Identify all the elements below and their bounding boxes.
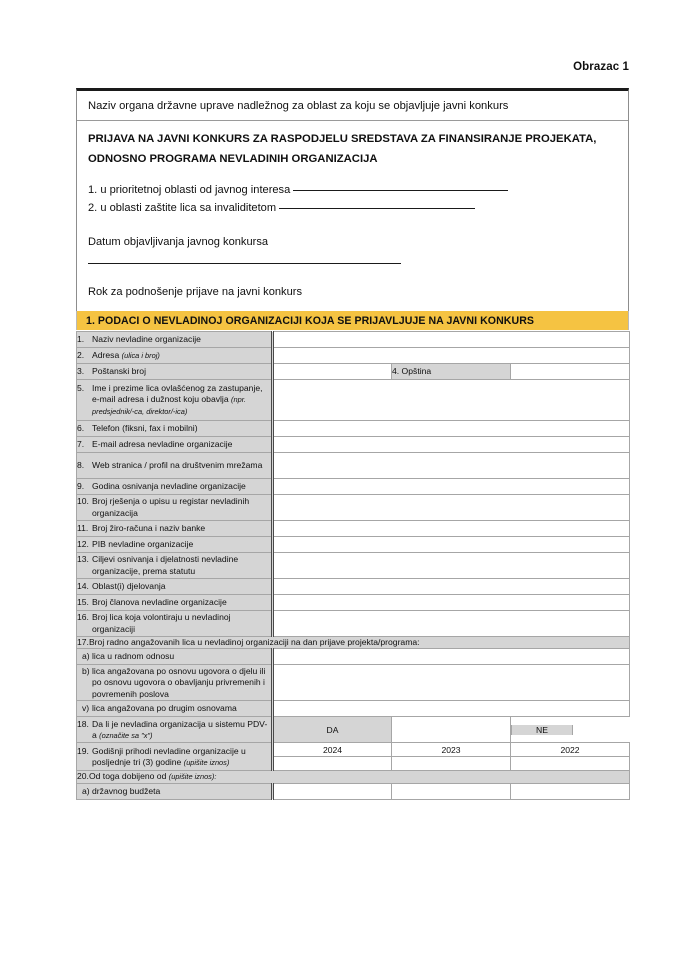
table-row [77,537,630,553]
row-5-label: 5. Ime i prezime lica ovlašćenog za zastupanje, e-mail adresa i dužnost koju obavlja (npr. predsjednik/-ca, direktor/-ica) [77,380,273,421]
row-2-label: 2. Adresa (ulica i broj) [77,348,273,364]
row-18-label: 18. Da li je nevladina organizacija u sistemu PDV-a (označite sa "x") [77,717,273,743]
row-13-input[interactable] [273,553,630,579]
row-10-label: 10. Broj rješenja o upisu u registar nevladinih organizacija [77,495,273,521]
row-7-label: 7. E-mail adresa nevladine organizacije [77,437,273,453]
form-number-label: Obrazac 1 [573,61,629,73]
vat-no-group [511,717,630,743]
row-2-input[interactable] [273,348,630,364]
row-3-input[interactable] [273,364,392,380]
row-20a-input-2023[interactable] [392,783,511,799]
row-5-input[interactable] [273,380,630,421]
income-2022-input[interactable] [511,757,630,771]
row-20a-input-2024[interactable] [273,783,392,799]
vat-yes-checkbox-cell[interactable] [392,717,511,743]
organization-data-table [76,331,630,800]
row-16-label: 16. Broj lica koja volontiraju u nevladinoj organizaciji [77,611,273,637]
row-11-label: 11. Broj žiro-računa i naziv banke [77,521,273,537]
priority-area-options [88,182,617,218]
row-17-section-label: 17.Broj radno angažovanih lica u nevladinoj organizaciji na dan prijave projekta/programa: [77,637,630,649]
row-20a-label: a) državnog budžeta [77,783,273,799]
vat-yes-label: DA [273,717,392,743]
table-row [77,579,630,595]
option-1-label: 1. u prioritetnoj oblasti od javnog interesa [88,183,291,196]
table-row [77,453,630,479]
income-2024-input[interactable] [273,757,392,771]
row-17b-input[interactable] [273,665,630,701]
header-box [76,88,629,330]
income-2023-input[interactable] [392,757,511,771]
table-row [77,717,630,743]
row-15-label: 15. Broj članova nevladine organizacije [77,595,273,611]
table-row [77,701,630,717]
publish-date-label: Datum objavljivanja javnog konkursa [88,236,269,249]
row-1-input[interactable] [273,332,630,348]
section-header-title: 1. PODACI O NEVLADINOJ ORGANIZACIJI KOJA SE PRIJAVLJUJE NA JAVNI KONKURS [86,314,535,327]
option-1-row [88,182,617,200]
table-row [77,665,630,701]
row-9-label: 9. Godina osnivanja nevladine organizacije [77,479,273,495]
table-row [77,771,630,783]
section-header-bar [76,311,629,330]
table-row [77,332,630,348]
row-6-input[interactable] [273,421,630,437]
table-row [77,595,630,611]
row-8-input[interactable] [273,453,630,479]
option-2-fill-line[interactable] [279,208,475,209]
row-15-input[interactable] [273,595,630,611]
option-1-fill-line[interactable] [293,190,508,191]
row-13-label: 13. Ciljevi osnivanja i djelatnosti nevladine organizacije, prema statutu [77,553,273,579]
row-20a-input-2022[interactable] [511,783,630,799]
table-row [77,553,630,579]
year-header-2022: 2022 [511,743,630,757]
vat-no-label: NE [512,725,573,735]
table-row [77,649,630,665]
form-title-line2: ODNOSNO PROGRAMA NEVLADINIH ORGANIZACIJA [88,153,378,166]
row-11-input[interactable] [273,521,630,537]
authority-name-label: Naziv organa državne uprave nadležnog za oblast za koju se objavljuje javni konkurs [77,91,628,121]
row-6-label: 6. Telefon (fiksni, fax i mobilni) [77,421,273,437]
year-header-2024: 2024 [273,743,392,757]
table-row [77,421,630,437]
row-3-label: 3. Poštanski broj [77,364,273,380]
table-row [77,783,630,799]
row-14-input[interactable] [273,579,630,595]
table-row [77,611,630,637]
row-12-label: 12. PIB nevladine organizacije [77,537,273,553]
table-row [77,743,630,757]
year-header-2023: 2023 [392,743,511,757]
row-16-input[interactable] [273,611,630,637]
table-row [77,437,630,453]
row-4-input[interactable] [511,364,630,380]
table-row [77,521,630,537]
table-row [77,380,630,421]
row-1-label: 1. Naziv nevladine organizacije [77,332,273,348]
row-17v-label: v) lica angažovana po drugim osnovama [77,701,273,717]
row-17v-input[interactable] [273,701,630,717]
row-17a-input[interactable] [273,649,630,665]
row-7-input[interactable] [273,437,630,453]
row-12-input[interactable] [273,537,630,553]
row-17b-label: b) lica angažovana po osnovu ugovora o djelu ili po osnovu ugovora o obavljanju privremenih i povremenih poslova [77,665,273,701]
option-2-row [88,200,617,218]
row-9-input[interactable] [273,479,630,495]
row-8-label: 8. Web stranica / profil na društvenim mrežama [77,453,273,479]
form-title-line1: PRIJAVA NA JAVNI KONKURS ZA RASPODJELU SREDSTAVA ZA FINANSIRANJE PROJEKATA, [88,133,597,145]
table-row [77,479,630,495]
deadline-label: Rok za podnošenje prijave na javni konkurs [88,285,302,298]
row-14-label: 14. Oblast(i) djelovanja [77,579,273,595]
table-row [77,637,630,649]
row-19-label: 19. Godišnji prihodi nevladine organizacije u posljednje tri (3) godine (upišite iznos) [77,743,273,771]
vat-no-checkbox-cell[interactable] [573,725,630,735]
option-2-label: 2. u oblasti zaštite lica sa invaliditetom [88,201,277,214]
row-10-input[interactable] [273,495,630,521]
table-row [77,364,630,380]
table-row [77,348,630,364]
row-17a-label: a) lica u radnom odnosu [77,649,273,665]
row-20-section-label: 20.Od toga dobijeno od (upišite iznos): [77,771,630,783]
table-row [77,495,630,521]
row-4-label: 4. Opština [392,364,511,380]
header-body [77,121,628,327]
